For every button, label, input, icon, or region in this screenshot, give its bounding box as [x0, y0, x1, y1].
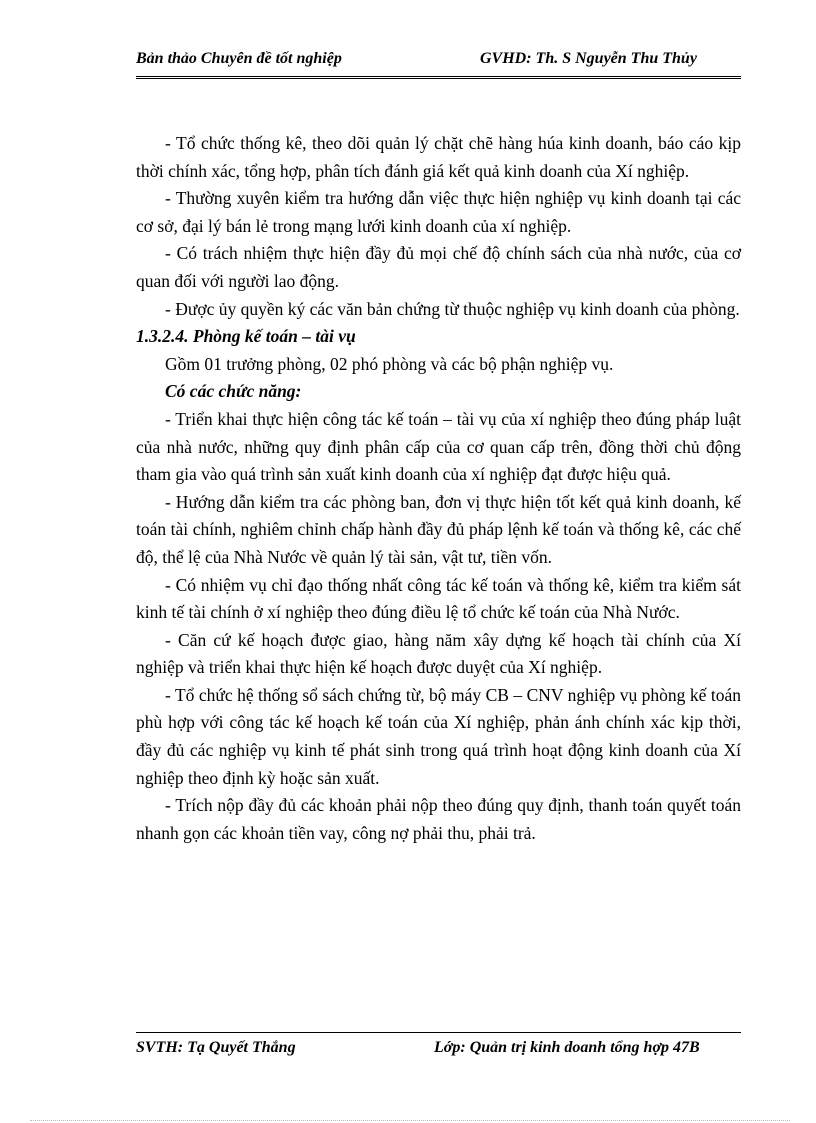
paragraph: - Trích nộp đầy đủ các khoản phải nộp theo đúng quy định, thanh toán quyết toán nhanh gọn các khoản tiền vay, công nợ phải thu, phải trả.: [136, 795, 741, 843]
subsection-heading: Có các chức năng:: [165, 381, 302, 402]
paragraph: - Có trách nhiệm thực hiện đầy đủ mọi chế độ chính sách của nhà nước, của cơ quan đối với người lao động.: [136, 243, 741, 291]
footer-class: Lớp: Quản trị kinh doanh tổng hợp 47B: [434, 1039, 700, 1056]
header-supervisor: GVHD: Th. S Nguyễn Thu Thủy: [480, 50, 697, 67]
page-edge-divider: [30, 1120, 790, 1121]
paragraph: - Thường xuyên kiểm tra hướng dẫn việc thực hiện nghiệp vụ kinh doanh tại các cơ sở, đại lý bán lẻ trong mạng lưới kinh doanh của xí nghiệp.: [136, 188, 741, 236]
paragraph: - Hướng dẫn kiểm tra các phòng ban, đơn vị thực hiện tốt kết quả kinh doanh, kế toán tài chính, nghiêm chỉnh chấp hành đầy đủ pháp lệnh kế toán và thống kê, các chế độ, thể lệ của Nhà Nước về quản lý tài sản, vật tư, tiền vốn.: [136, 491, 741, 567]
page-header: [136, 48, 741, 79]
paragraph: - Tổ chức thống kê, theo dõi quản lý chặt chẽ hàng húa kinh doanh, báo cáo kịp thời chính xác, tổng hợp, phân tích đánh giá kết quả kinh doanh của Xí nghiệp.: [136, 133, 741, 181]
page-footer: [136, 1032, 741, 1059]
section-heading: 1.3.2.4. Phòng kế toán – tài vụ: [136, 326, 356, 347]
footer-student: SVTH: Tạ Quyết Thắng: [136, 1039, 296, 1056]
paragraph: - Triển khai thực hiện công tác kế toán – tài vụ của xí nghiệp theo đúng pháp luật của nhà nước, những quy định phân cấp của cơ quan cấp trên, đồng thời chủ động tham gia vào quá trình sản xuất kinh doanh của xí nghiệp đạt được hiệu quả.: [136, 408, 741, 485]
paragraph: - Tổ chức hệ thống sổ sách chứng từ, bộ máy CB – CNV nghiệp vụ phòng kế toán phù hợp với công tác kế hoạch kế toán của Xí nghiệp, phản ánh chính xác kịp thời, đầy đủ các nghiệp vụ kinh tế phát sinh trong quá trình hoạt động kinh doanh của Xí nghiệp theo định kỳ hoặc sản xuất.: [136, 684, 741, 788]
paragraph: - Căn cứ kế hoạch được giao, hàng năm xây dựng kế hoạch tài chính của Xí nghiệp và triển khai thực hiện kế hoạch được duyệt của Xí nghiệp.: [136, 629, 741, 678]
page-body: [136, 130, 741, 847]
paragraph: Gồm 01 trưởng phòng, 02 phó phòng và các bộ phận nghiệp vụ.: [165, 353, 614, 374]
header-document-title: Bản thảo Chuyên đề tốt nghiệp: [136, 50, 342, 67]
paragraph: - Được ủy quyền ký các văn bản chứng từ thuộc nghiệp vụ kinh doanh của phòng.: [165, 298, 740, 319]
paragraph: - Có nhiệm vụ chỉ đạo thống nhất công tác kế toán và thống kê, kiểm tra kiểm sát kinh tế tài chính ở xí nghiệp theo đúng điều lệ tổ chức kế toán của Nhà Nước.: [136, 574, 741, 623]
